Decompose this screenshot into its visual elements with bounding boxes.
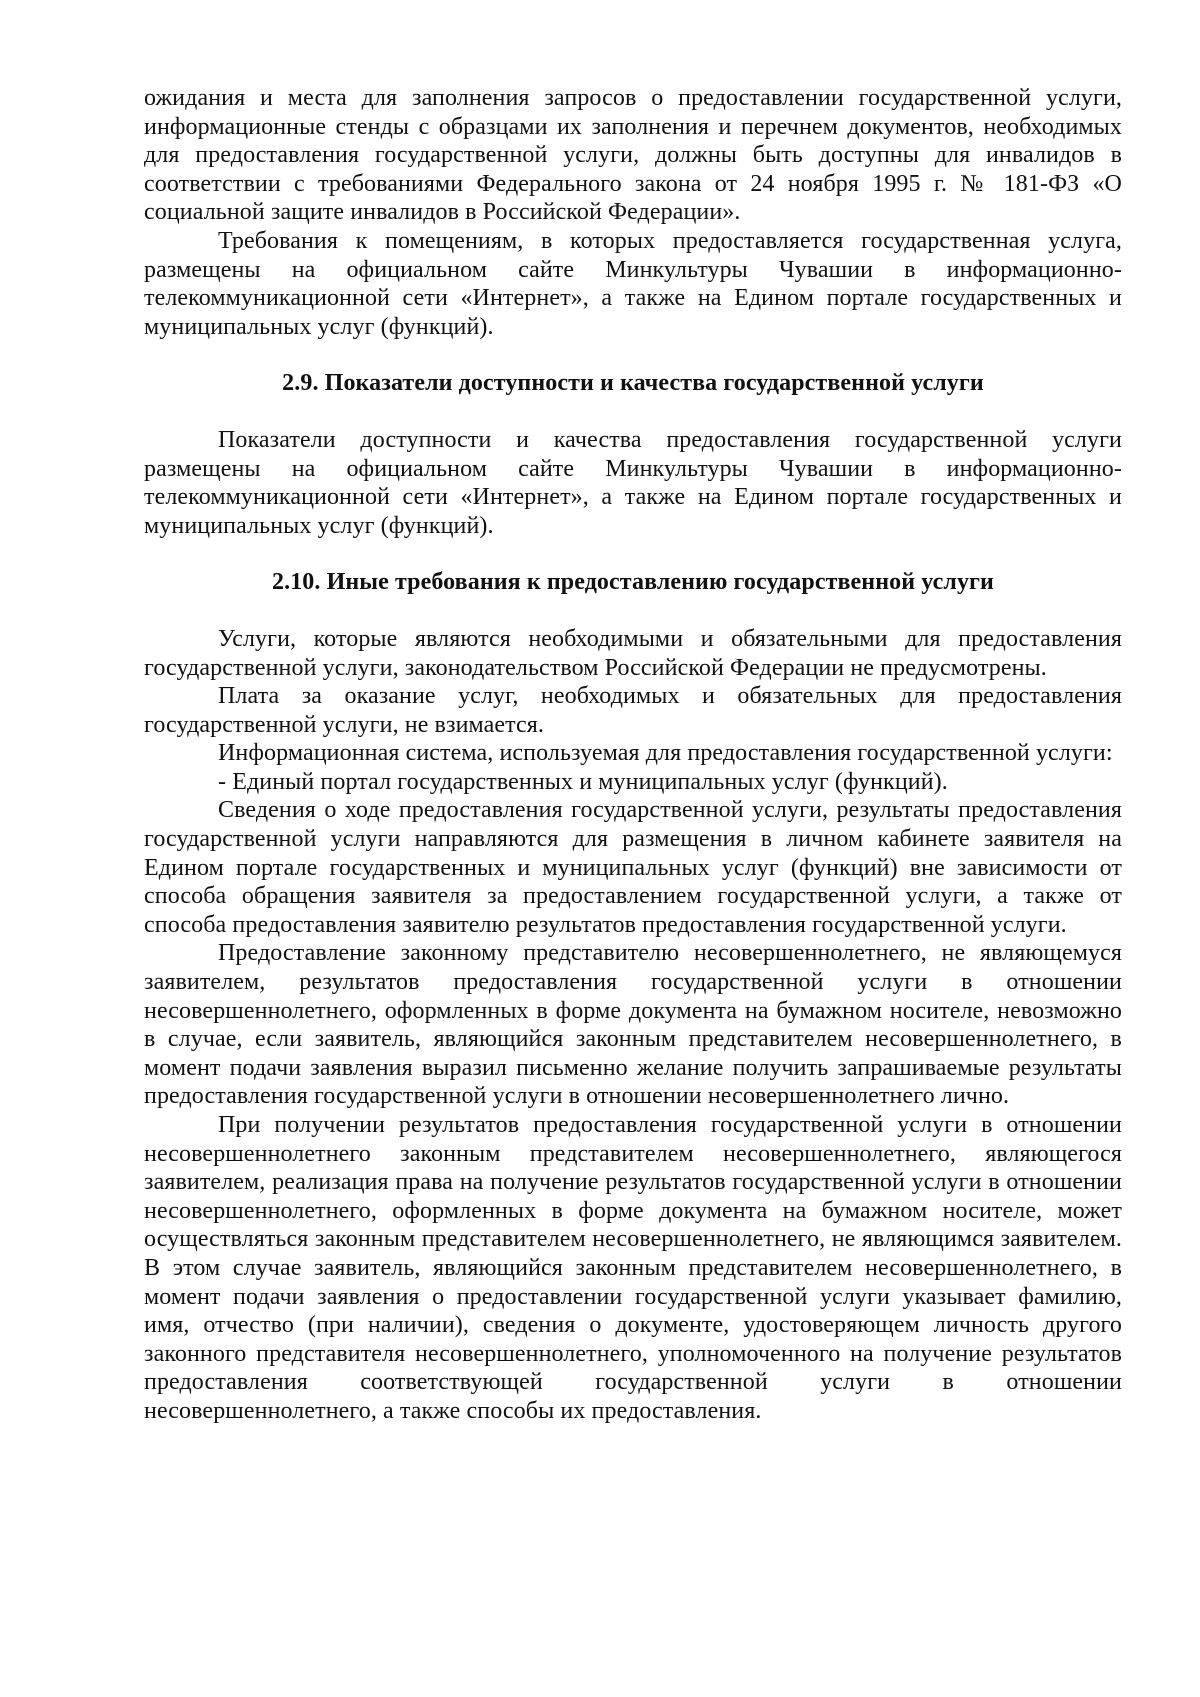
paragraph-legal-representative: Предоставление законному представителю несовершеннолетнего, не являющемуся заявителем, результатов предоставления государственной услуги в отношении несовершеннолетнего, оформленных в форме документа на бумажном носителе, невозможно в случае, если заявитель, являющийся законным представителем несовершеннолетнего, в момент подачи заявления выразил письменно желание получить запрашиваемые результаты предоставления государственной услуги в отношении несовершеннолетнего лично. [144, 940, 1122, 1110]
paragraph-premises-requirements: Требования к помещениям, в которых предоставляется государственная услуга, размещены на официальном сайте Минкультуры Чувашии в информационно-телекоммуникационной сети «Интернет», а также на Едином портале государственных и муниципальных услуг (функций). [144, 227, 1122, 340]
list-item-unified-portal: - Единый портал государственных и муниципальных услуг (функций). [218, 768, 948, 795]
paragraph-receiving-results: При получении результатов предоставления государственной услуги в отношении несовершеннолетнего законным представителем несовершеннолетнего, являющегося заявителем, реализация права на получение результатов государственной услуги в отношении несовершеннолетнего, оформленных в форме документа на бумажном носителе, может осуществляться законным представителем несовершеннолетнего, не являющимся заявителем. В этом случае заявитель, являющийся законным представителем несовершеннолетнего, в момент подачи заявления о предоставлении государственной услуги указывает фамилию, имя, отчество (при наличии), сведения о документе, удостоверяющем личность другого законного представителя несовершеннолетнего, уполномоченного на получение результатов предоставления соответствующей государственной услуги в отношении несовершеннолетнего, а также способы их предоставления. [144, 1112, 1122, 1424]
paragraph-accessibility-indicators: Показатели доступности и качества предоставления государственной услуги размещены на официальном сайте Минкультуры Чувашии в информационно-телекоммуникационной сети «Интернет», а также на Едином портале государственных и муниципальных услуг (функций). [144, 426, 1122, 539]
heading-section-2-10: 2.10. Иные требования к предоставлению государственной услуги [272, 569, 994, 596]
document-page [144, 84, 1122, 1426]
heading-section-2-9: 2.9. Показатели доступности и качества государственной услуги [282, 370, 984, 397]
paragraph-required-services: Услуги, которые являются необходимыми и обязательными для предоставления государственной услуги, законодательством Российской Федерации не предусмотрены. [144, 625, 1122, 681]
paragraph-accessibility-waiting-areas: ожидания и места для заполнения запросов о предоставлении государственной услуги, информационные стенды с образцами их заполнения и перечнем документов, необходимых для предоставления государственной услуги, должны быть доступны для инвалидов в соответствии с требованиями Федерального закона от 24 ноября 1995 г. № 181-ФЗ «О социальной защите инвалидов в Российской Федерации». [144, 85, 1122, 226]
paragraph-fee: Плата за оказание услуг, необходимых и обязательных для предоставления государственной услуги, не взимается. [144, 683, 1122, 738]
paragraph-progress-information: Сведения о ходе предоставления государственной услуги, результаты предоставления государственной услуги направляются для размещения в личном кабинете заявителя на Едином портале государственных и муниципальных услуг (функций) вне зависимости от способа обращения заявителя за предоставлением государственной услуги, а также от способа предоставления заявителю результатов предоставления государственной услуги. [144, 797, 1122, 938]
paragraph-information-system: Информационная система, используемая для предоставления государственной услуги: [218, 740, 1113, 767]
